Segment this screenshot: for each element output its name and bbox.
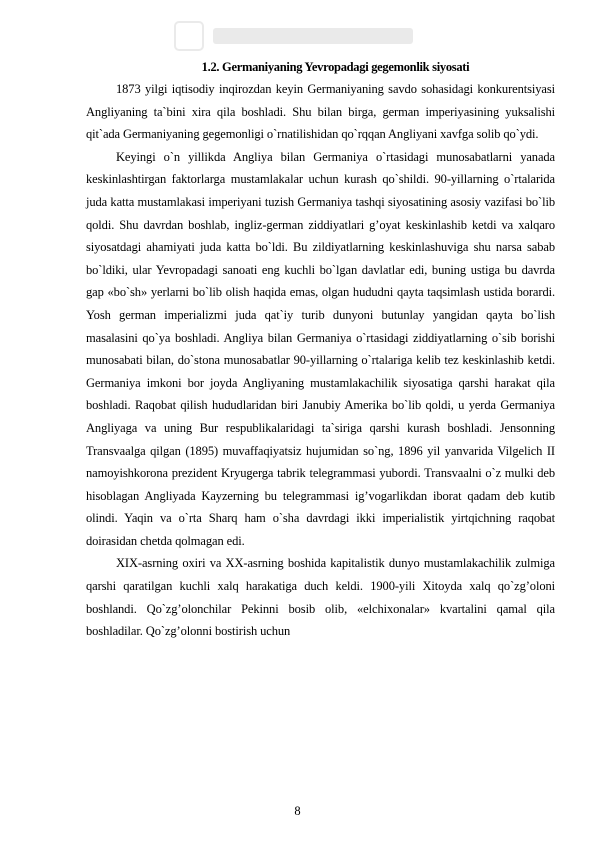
paragraph-1: [86, 78, 555, 146]
section-heading: 1.2. Germaniyaning Yevropadagi gegemonlik siyosati: [201, 60, 470, 74]
page-content: [86, 58, 555, 643]
paragraph-2: [86, 146, 555, 553]
paragraph-2-text: Keyingi o`n yillikda Angliya bilan Germaniya o`rtasidagi munosabatlarni yanada keskinlashtirgan faktorlarga mustamlakalar uchun kurash qo`shildi. 90-yillarning o`rtalarida juda katta mustamlakasi imperiyani tuzish Germaniya tashqi siyosatining asosiy vazifasi bo`lib qoldi. Shu davrdan boshlab, ingliz-german ziddiyatlari g’oyat keskinlashib ketdi va xalqaro siyosatdagi ahamiyati juda katta bo`ldi. Bu zildiyatlarning keskinlashuviga shu narsa sabab bo`ldiki, ular Yevropadagi sanoati eng kuchli bo`lgan davlatlar edi, buning ustiga bu davrda gap «bo`sh» yerlarni bo`lib olish haqida emas, olgan hududni qayta taqsimlash ustida borardi. Yosh german imperializmi juda qat`iy turib dunyoni butunlay yangidan qayta bo`lish masalasini qo`ya boshladi. Angliya bilan Germaniya o`rtasidagi ziddiyatlarning o`sib borishi munosabati bilan, do`stona munosabatlar 90-yillarning o`rtalariga kelib tez keskinlashib ketdi. Germaniya imkoni bor joyda Angliyaning mustamlakachilik siyosatiga qarshi harakat qila boshladi. Raqobat qilish hududlaridan biri Janubiy Amerika bo`lib qoldi, u yerda Germaniya Angliyaga va uning Bur respublikalaridagi ta`siriga qarshi kurash boshladi. Jensonning Transvaalga qilgan (1895) muvaffaqiyatsiz hujumidan so`ng, 1896 yil yanvarida Vilgelich II namoyishkorona prezident Kryugerga tabrik telegrammasi yubordi. Transvaalni o`z mulki deb hisoblagan Angliyada Kayzerning bu telegrammasi ig’vogarlikdan iborat qadam deb kutib olindi. Yaqin va o`rta Sharq ham o`sha davrdagi ikki imperialistik yirtqichning raqobat doirasidan chetda qolmagan edi.: [86, 149, 555, 548]
watermark-logo: [173, 18, 423, 54]
paragraph-3-text: XIX-asrning oxiri va XX-asrning boshida kapitalistik dunyo mustamlakachilik zulmiga qarshi qaratilgan kuchli xalq harakatiga duch keldi. 1900-yili Xitoyda xalq qo`zg’oloni boshlandi. Qo`zg’olonchilar Pekinni bosib olib, «elchixonalar» kvartalini qamal qila boshladilar. Qo`zg’olonni bostirish uchun: [86, 556, 555, 639]
paragraph-1-text: 1873 yilgi iqtisodiy inqirozdan keyin Germaniyaning savdo sohasidagi konkurentsiyasi Angliyaning ta`bini xira qila boshladi. Shu bilan birga, german imperiyasining yuksalishi qit`ada Germaniyaning gegemonligi o`rnatilishidan qo`rqqan Angliyani xavfga solib qo`ydi.: [86, 82, 555, 142]
page-number: 8: [294, 804, 301, 818]
paragraph-3: [86, 552, 555, 642]
